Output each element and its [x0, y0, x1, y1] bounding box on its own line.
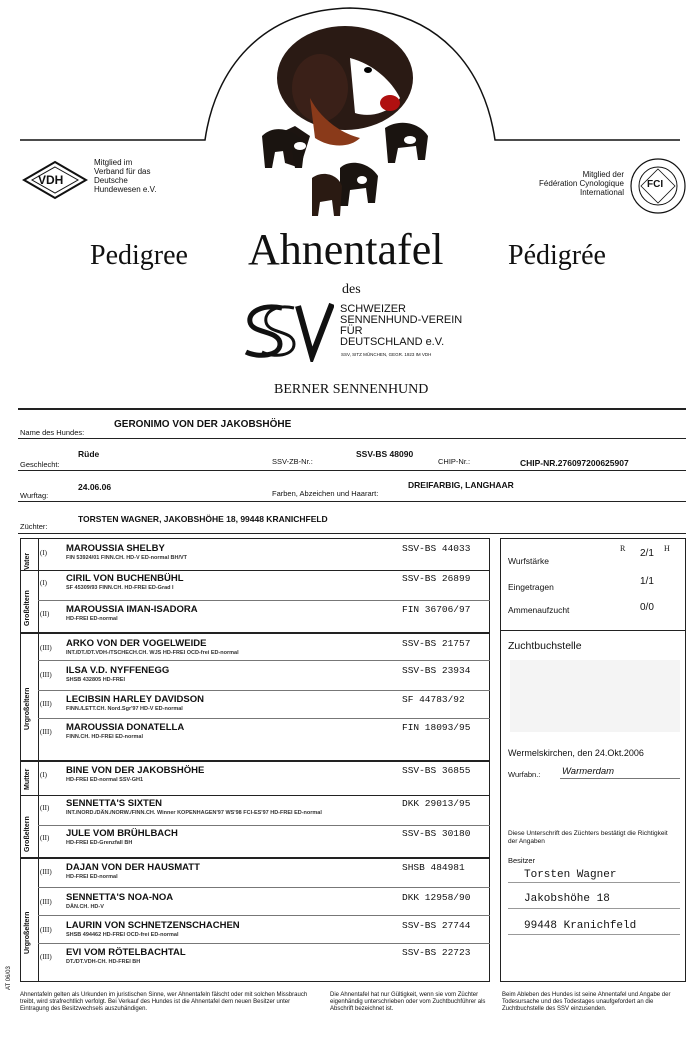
section-vater: Vater — [24, 552, 31, 570]
dog-chip: CHIP-NR.276097200625907 — [520, 458, 629, 468]
ancestor-name: JULE VOM BRÜHLBACH — [66, 828, 178, 839]
divider — [18, 533, 686, 534]
ancestor-generation: (I) — [40, 579, 47, 587]
ancestor-details: FIN 53924/01 FINN.CH. HD-V ED-normal BH/VT — [66, 555, 188, 561]
litter-r: R — [620, 544, 626, 553]
ancestor-name: EVI VOM RÖTELBACHTAL — [66, 947, 186, 958]
row-divider — [38, 660, 490, 661]
ancestor-details: INT./NORD./DÄN./NORW./FINN.CH. Winner KOPENHAGEN'97 WS'98 FCI-ES'97 HD-FREI ED-normal — [66, 810, 322, 816]
row-divider — [38, 915, 490, 916]
title-pedigree: Pedigree — [90, 240, 188, 271]
ancestor-generation: (III) — [40, 898, 52, 906]
whelp-label: Wurftag: — [20, 491, 49, 500]
row-divider — [38, 690, 490, 691]
chip-label: CHIP-Nr.: — [438, 457, 471, 466]
signature-line — [560, 778, 680, 779]
vdh-logo-text: VDH — [38, 173, 64, 187]
sex-label: Geschlecht: — [20, 460, 60, 469]
ancestor-registration: SSV-BS 21757 — [402, 638, 471, 649]
ancestor-registration: FIN 36706/97 — [402, 604, 471, 615]
divider — [18, 501, 686, 502]
dog-illustration — [250, 18, 450, 223]
ancestor-details: DT./DT.VDH-CH. HD-FREI BH — [66, 959, 141, 965]
title-ahnentafel: Ahnentafel — [248, 225, 444, 274]
row-divider — [38, 718, 490, 719]
vdh-line: Verband für das — [94, 167, 151, 176]
ancestor-name: SENNETTA'S SIXTEN — [66, 798, 163, 809]
ancestor-generation: (III) — [40, 700, 52, 708]
ancestor-name: DAJAN VON DER HAUSMATT — [66, 862, 200, 873]
club-line: FÜR — [340, 325, 363, 337]
club-line: SCHWEIZER — [340, 303, 406, 315]
section-urgrosseltern: Urgroßeltern — [24, 687, 31, 730]
stamp-area — [510, 660, 680, 732]
ancestor-registration: SSV-BS 36855 — [402, 765, 471, 776]
fci-line: International — [579, 188, 624, 197]
ssv-logo — [242, 300, 334, 362]
form-code: AT 06/03 — [6, 966, 12, 990]
ancestor-details: HD-FREI ED-Grenzfall BH — [66, 840, 133, 846]
ancestor-details: HD-FREI ED-normal — [66, 616, 118, 622]
fci-line: Mitglied der — [582, 170, 624, 179]
ammen-value: 0/0 — [640, 602, 654, 613]
ancestor-name: LAURIN VON SCHNETZENSCHACHEN — [66, 920, 240, 931]
fci-logo-text: FCI — [647, 179, 664, 190]
ancestor-registration: SSV-BS 26899 — [402, 573, 471, 584]
wurfabn-signature: Warmerdam — [562, 766, 615, 777]
owner-label: Besitzer — [508, 856, 536, 865]
owner-line: Jakobshöhe 18 — [524, 893, 610, 905]
ancestor-name: MAROUSSIA IMAN-ISADORA — [66, 604, 198, 615]
divider — [18, 408, 686, 410]
divider — [20, 760, 490, 762]
name-label: Name des Hundes: — [20, 428, 85, 437]
place-date: Wermelskirchen, den 24.Okt.2006 — [508, 748, 644, 758]
ancestor-details: FINN./LETT.CH. Nord.Sgr'97 HD-V ED-normal — [66, 706, 183, 712]
divider — [20, 857, 490, 859]
eingetragen-value: 1/1 — [640, 576, 654, 587]
wurfstaerke-label: Wurfstärke — [508, 556, 549, 566]
ancestor-registration: SSV-BS 44033 — [402, 543, 471, 554]
fci-line: Fédération Cynologique — [539, 179, 624, 188]
breeder-label: Züchter: — [20, 522, 48, 531]
dog-breeder: TORSTEN WAGNER, JAKOBSHÖHE 18, 99448 KRANICHFELD — [78, 514, 328, 524]
ancestor-registration: SSV-BS 23934 — [402, 665, 471, 676]
ancestor-details: HD-FREI ED-normal SSV-GH1 — [66, 777, 144, 783]
ancestor-details: INT./DT./DT.VDH-/TSCHECH.CH. WJS HD-FREI OCD-frei ED-normal — [66, 650, 239, 656]
owner-line: Torsten Wagner — [524, 869, 617, 881]
club-name — [340, 304, 462, 348]
ancestor-name: SENNETTA'S NOA-NOA — [66, 892, 174, 903]
ancestor-generation: (III) — [40, 671, 52, 679]
ancestor-name: MAROUSSIA SHELBY — [66, 543, 165, 554]
title-pedigree-fr: Pédigrée — [508, 240, 606, 271]
litter-h: H — [664, 544, 670, 553]
confirm-text: Diese Unterschrift des Züchters bestätigt die Richtigkeit der Angaben — [508, 830, 668, 845]
wurfabn-label: Wurfabn.: — [508, 770, 541, 779]
ancestor-generation: (III) — [40, 728, 52, 736]
ancestor-details: SHSB 494462 HD-FREI OCD-frei ED-normal — [66, 932, 179, 938]
des-label: des — [342, 282, 361, 297]
ancestor-name: ILSA V.D. NYFFENEGG — [66, 665, 170, 676]
section-grosseltern: Großeltern — [24, 590, 31, 626]
owner-line-rule — [508, 882, 680, 883]
breed: BERNER SENNENHUND — [274, 382, 429, 397]
owner-line-rule — [508, 934, 680, 935]
club-line: SENNENHUND-VEREIN — [340, 314, 463, 326]
divider — [20, 570, 490, 571]
ancestor-registration: DKK 12958/90 — [402, 892, 471, 903]
ancestor-details: SHSB 432805 HD-FREI — [66, 677, 125, 683]
row-divider — [38, 825, 490, 826]
ancestor-name: BINE VON DER JAKOBSHÖHE — [66, 765, 205, 776]
ancestor-registration: SSV-BS 27744 — [402, 920, 471, 931]
ancestor-name: LECIBSIN HARLEY DAVIDSON — [66, 694, 204, 705]
owner-line: 99448 Kranichfeld — [524, 920, 637, 932]
divider — [500, 630, 686, 631]
ancestor-name: MAROUSSIA DONATELLA — [66, 722, 185, 733]
owner-line-rule — [508, 908, 680, 909]
section-grosseltern: Großeltern — [24, 816, 31, 852]
dog-whelp: 24.06.06 — [78, 482, 112, 492]
ancestor-registration: DKK 29013/95 — [402, 798, 471, 809]
ancestor-details: FINN.CH. HD-FREI ED-normal — [66, 734, 143, 740]
vdh-line: Mitglied im — [94, 158, 133, 167]
ancestor-details: SF 45309/93 FINN.CH. HD-FREI ED-Grad I — [66, 585, 174, 591]
club-line: DEUTSCHLAND e.V. — [340, 336, 445, 348]
ancestor-registration: FIN 18093/95 — [402, 722, 471, 733]
ancestor-generation: (II) — [40, 610, 50, 618]
ancestor-generation: (III) — [40, 953, 52, 961]
ancestor-registration: SHSB 484981 — [402, 862, 465, 873]
section-mutter: Mutter — [24, 768, 31, 790]
ancestor-generation: (I) — [40, 549, 47, 557]
ammen-label: Ammenaufzucht — [508, 605, 570, 615]
row-divider — [38, 600, 490, 601]
ancestor-registration: SSV-BS 30180 — [402, 828, 471, 839]
eingetragen-label: Eingetragen — [508, 582, 554, 592]
row-divider — [38, 943, 490, 944]
fci-membership — [528, 170, 624, 197]
dog-color: DREIFARBIG, LANGHAAR — [408, 480, 514, 490]
ancestor-generation: (I) — [40, 771, 47, 779]
ancestor-details: DÄN.CH. HD-V — [66, 904, 104, 910]
zb-label: SSV-ZB-Nr.: — [272, 457, 313, 466]
footer-col-3: Beim Ableben des Hundes ist seine Ahnentafel und Angabe der Todesursache und des Todestages unaufgefordert an die Zuchtbuchstelle des SSV einzusenden. — [502, 992, 671, 1012]
ancestor-registration: SSV-BS 22723 — [402, 947, 471, 958]
footer-col-1: Ahnentafeln gelten als Urkunden im juristischen Sinne, wer Ahnentafeln fälscht oder mit solchen Missbrauch treibt, wird strafrechtlich verfolgt. Bei Verkauf des Hundes ist die Ahnentafel dem neuen Besitzer unter Eintragung des Besitzwechsels auszuhändigen. — [20, 992, 308, 1012]
ancestor-registration: SF 44783/92 — [402, 694, 465, 705]
dog-zb: SSV-BS 48090 — [356, 449, 414, 459]
ancestor-name: ARKO VON DER VOGELWEIDE — [66, 638, 207, 649]
ancestor-generation: (III) — [40, 868, 52, 876]
footer-col-2: Die Ahnentafel hat nur Gültigkeit, wenn sie vom Züchter eigenhändig unterschrieben oder vom Zuchtbuchführer als Abschrift bezeichnet ist. — [330, 992, 486, 1012]
ancestor-generation: (II) — [40, 834, 50, 842]
ancestor-details: HD-FREI ED-normal — [66, 874, 118, 880]
ancestor-generation: (III) — [40, 644, 52, 652]
ancestor-generation: (II) — [40, 804, 50, 812]
dog-name: GERONIMO VON DER JAKOBSHÖHE — [114, 419, 292, 430]
ancestor-generation: (III) — [40, 926, 52, 934]
vdh-line: Deutsche — [94, 176, 128, 185]
divider — [20, 632, 490, 634]
wurfstaerke-value: 2/1 — [640, 548, 654, 559]
divider — [18, 470, 686, 471]
divider — [18, 438, 686, 439]
row-divider — [38, 887, 490, 888]
club-sub: SSV, SITZ MÜNCHEN, GEGR. 1923 IM VDH — [341, 352, 432, 357]
divider — [20, 795, 490, 796]
zuchtbuch-title: Zuchtbuchstelle — [508, 640, 582, 652]
ancestor-name: CIRIL VON BUCHENBÜHL — [66, 573, 184, 584]
section-urgrosseltern: Urgroßeltern — [24, 911, 31, 954]
vdh-membership — [94, 158, 156, 194]
vdh-line: Hundewesen e.V. — [94, 185, 157, 194]
color-label: Farben, Abzeichen und Haarart: — [272, 489, 379, 498]
dog-sex: Rüde — [78, 449, 100, 459]
